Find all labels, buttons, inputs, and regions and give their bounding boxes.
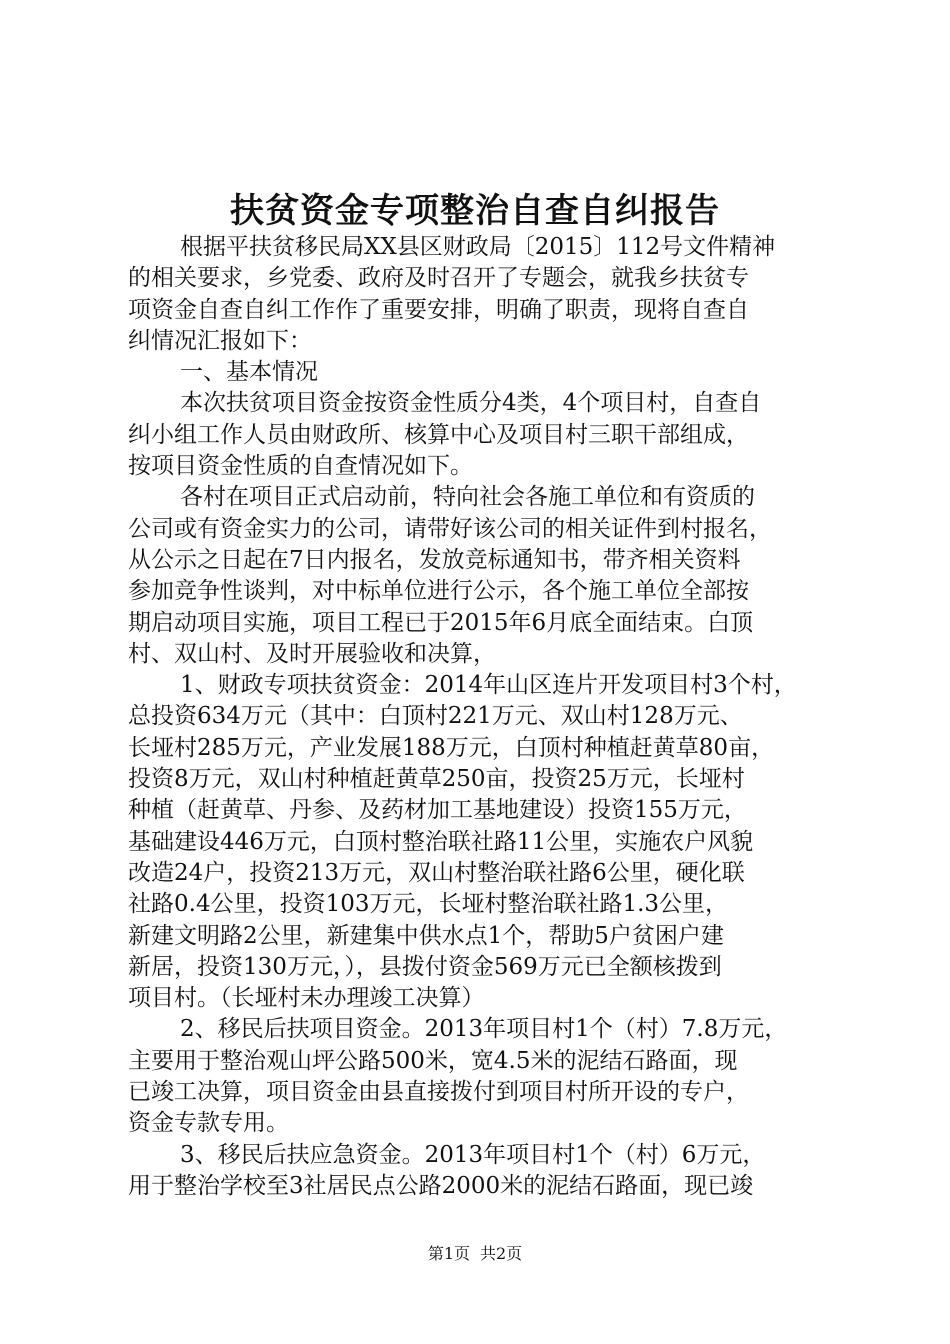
paragraph-line: 期启动项目实施，项目工程已于2015年6月底全面结束。白顶: [128, 609, 754, 636]
section-heading: 一、基本情况: [180, 359, 318, 386]
page-number-current: 第1页: [427, 1244, 470, 1263]
paragraph-line: 3、移民后扶应急资金。2013年项目村1个（村）6万元，: [180, 1141, 766, 1168]
paragraph-line: 2、移民后扶项目资金。2013年项目村1个（村）7.8万元，: [180, 1016, 788, 1043]
page-number-total: 共2页: [480, 1244, 523, 1263]
paragraph-line: 改造24户，投资213万元，双山村整治联社路6公里，硬化联: [128, 859, 745, 886]
paragraph-line: 资金专款专用。: [128, 1110, 289, 1137]
paragraph-line: 村、双山村、及时开展验收和决算，: [128, 640, 496, 667]
paragraph-line: 社路0.4公里，投资103万元，长垭村整治联社路1.3公里，: [128, 891, 729, 918]
paragraph-line: 的相关要求，乡党委、政府及时召开了专题会，就我乡扶贫专: [128, 265, 749, 292]
paragraph-line: 投资8万元，双山村种植赶黄草250亩，投资25万元，长垭村: [128, 766, 745, 793]
paragraph-line: 纠情况汇报如下：: [128, 327, 312, 354]
paragraph-line: 1、财政专项扶贫资金：2014年山区连片开发项目村3个村，: [180, 672, 797, 699]
paragraph-line: 从公示之日起在7日内报名，发放竞标通知书，带齐相关资料: [128, 546, 741, 573]
paragraph-line: 项资金自查自纠工作作了重要安排，明确了职责，现将自查自: [128, 296, 749, 323]
paragraph-line: 用于整治学校至3社居民点公路2000米的泥结石路面，现已竣: [128, 1172, 754, 1199]
paragraph-line: 新居，投资130万元，），县拨付资金569万元已全额核拨到: [128, 953, 722, 980]
paragraph-line: 主要用于整治观山坪公路500米，宽4.5米的泥结石路面，现: [128, 1047, 738, 1074]
paragraph-line: 已竣工决算，项目资金由县直接拨付到项目村所开设的专户，: [128, 1079, 749, 1106]
paragraph-line: 种植（赶黄草、丹参、及药材加工基地建设）投资155万元，: [128, 797, 747, 824]
paragraph-line: 参加竞争性谈判，对中标单位进行公示，各个施工单位全部按: [128, 578, 749, 605]
paragraph-line: 长垭村285万元，产业发展188万元，白顶村种植赶黄草80亩，: [128, 734, 775, 761]
document-body: [128, 232, 838, 1202]
paragraph-line: 新建文明路2公里，新建集中供水点1个，帮助5户贫困户建: [128, 922, 724, 949]
paragraph-line: 根据平扶贫移民局XX县区财政局〔2015〕112号文件精神: [180, 234, 776, 260]
paragraph-line: 总投资634万元（其中：白顶村221万元、双山村128万元、: [128, 703, 743, 730]
paragraph-line: 纠小组工作人员由财政所、核算中心及项目村三职干部组成，: [128, 421, 749, 448]
paragraph-line: 按项目资金性质的自查情况如下。: [128, 453, 473, 480]
paragraph-line: 公司或有资金实力的公司，请带好该公司的相关证件到村报名，: [128, 515, 772, 542]
paragraph-line: 基础建设446万元，白顶村整治联社路11公里，实施农户风貌: [128, 828, 754, 855]
paragraph-line: 项目村。（长垭村未办理竣工决算）: [128, 985, 485, 1012]
page-footer: [0, 1242, 950, 1266]
paragraph-line: 本次扶贫项目资金按资金性质分4类，4个项目村，自查自: [180, 390, 762, 417]
paragraph-line: 各村在项目正式启动前，特向社会各施工单位和有资质的: [180, 484, 755, 511]
document-title: 扶贫资金专项整治自查自纠报告: [230, 191, 720, 231]
